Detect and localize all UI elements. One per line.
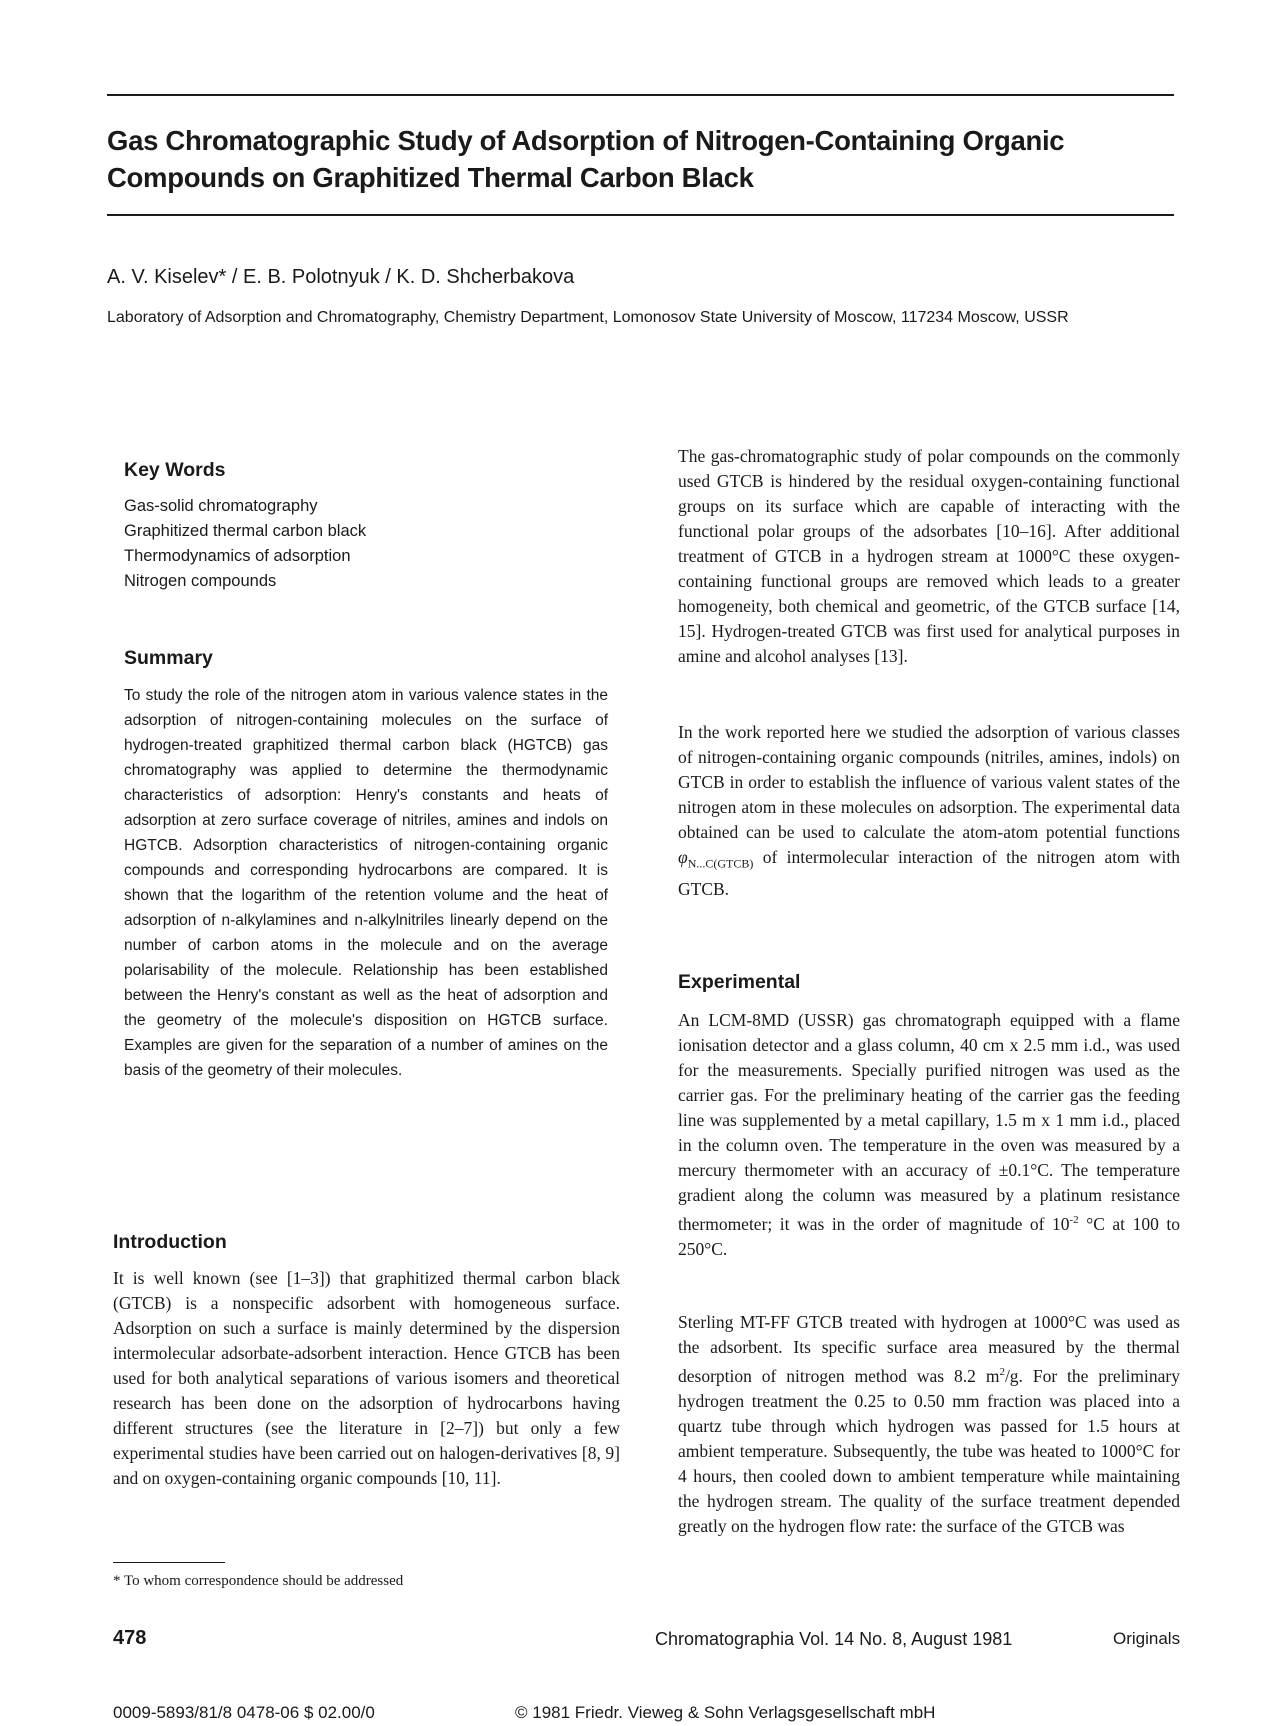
section-label: Originals (1113, 1629, 1181, 1648)
introduction-paragraph-2: The gas-chromatographic study of polar compounds on the commonly used GTCB is hindered by the residual oxygen-containing functional groups on its surface which are capable of interacting with the functional polar groups of the adsorbates [10–16]. After additional treatment of GTCB in a hydrogen stream at 1000°C these oxygen-containing functional groups are removed which leads to a greater homogeneity, both chemical and geometric, of the GTCB surface [14, 15]. Hydrogen-treated GTCB was first used for analytical purposes in amine and alcohol analyses [13]. (678, 446, 1180, 666)
experimental-paragraph-1: An LCM-8MD (USSR) gas chromatograph equipped with a flame ionisation detector and a glass column, 40 cm x 2.5 mm i.d., was used for the measurements. Specially purified nitrogen was used as the carrier gas. For the preliminary heating of the carrier gas the feeding line was supplemented by a metal capillary, 1.5 m x 1 mm i.d., placed in the column oven. The temperature in the oven was measured by a mercury thermometer with an accuracy of ±0.1°C. The temperature gradient along the column was measured by a platinum resistance thermometer; it was in the order of magnitude of $10^{-2}$ °C at 100 to 250°C. (678, 1010, 1180, 1259)
journal-citation: Chromatographia Vol. 14 No. 8, August 1981 (655, 1629, 1013, 1649)
introduction-heading: Introduction (113, 1231, 227, 1253)
copyright-notice: © 1981 Friedr. Vieweg & Sohn Verlagsgesellschaft mbH (515, 1703, 936, 1722)
introduction-paragraph-3: In the work reported here we studied the adsorption of various classes of nitrogen-containing organic compounds (nitriles, amines, indols) on GTCB in order to establish the influence of various valent states of the nitrogen atom in these molecules on adsorption. The experimental data obtained can be used to calculate the atom-atom potential functions $\varphi_{N...C(GTCB)}$ of intermolecular interaction of the nitrogen atom with GTCB. (678, 722, 1180, 899)
summary-heading: Summary (124, 647, 213, 669)
experimental-paragraph-2: Sterling MT-FF GTCB treated with hydrogen at 1000°C was used as the adsorbent. Its specific surface area measured by the thermal desorption of nitrogen method was 8.2 $m^2/g$. For the preliminary hydrogen treatment the 0.25 to 0.50 mm fraction was placed into a quartz tube through which hydrogen was passed for 1.5 hours at ambient temperature. Subsequently, the tube was heated to 1000°C for 4 hours, then cooled down to ambient temperature while maintaining the hydrogen stream. The quality of the surface treatment depended greatly on the hydrogen flow rate: the surface of the GTCB was (678, 1312, 1180, 1536)
title-bottom-rule (107, 214, 1174, 216)
page-number: 478 (113, 1627, 147, 1649)
key-words-list (124, 494, 366, 594)
key-word-item: Graphitized thermal carbon black (124, 522, 367, 540)
correspondence-footnote: * To whom correspondence should be addressed (113, 1573, 404, 1589)
experimental-heading: Experimental (678, 971, 801, 993)
top-rule (107, 94, 1174, 96)
article-title: Gas Chromatographic Study of Adsorption of Nitrogen-Containing Organic Compounds on Graphitized Thermal Carbon Black (107, 125, 1065, 193)
key-word-item: Nitrogen compounds (124, 572, 277, 590)
key-word-item: Thermodynamics of adsorption (124, 547, 351, 565)
article-affiliation: Laboratory of Adsorption and Chromatography, Chemistry Department, Lomonosov State University of Moscow, 117234 Moscow, USSR (107, 309, 1069, 326)
summary-text: To study the role of the nitrogen atom in various valence states in the adsorption of nitrogen-containing molecules on the surface of hydrogen-treated graphitized thermal carbon black (HGTCB) gas chromatography was applied to determine the thermodynamic characteristics of adsorption: Henry's constants and heats of adsorption at zero surface coverage of nitriles, amines and indols on HGTCB. Adsorption characteristics of nitrogen-containing organic compounds and corresponding hydrocarbons are compared. It is shown that the logarithm of the retention volume and the heat of adsorption of n-alkylamines and n-alkylnitriles linearly depend on the number of carbon atoms in the molecule and on the average polarisability of the molecule. Relationship has been established between the Henry's constant as well as the heat of adsorption and the geometry of the molecule's disposition on HGTCB surface. Examples are given for the separation of a number of amines on the basis of the geometry of their molecules. (124, 687, 608, 1079)
footnote-rule (113, 1562, 225, 1563)
article-authors: A. V. Kiselev* / E. B. Polotnyuk / K. D. Shcherbakova (107, 266, 575, 288)
introduction-paragraph-1: It is well known (see [1–3]) that graphitized thermal carbon black (GTCB) is a nonspecific adsorbent with homogeneous surface. Adsorption on such a surface is mainly determined by the dispersion intermolecular adsorbate-adsorbent interaction. Hence GTCB has been used for both analytical separations of various isomers and theoretical research has been done on the adsorption of hydrocarbons having different structures (see the literature in [2–7]) but only a few experimental studies have been carried out on halogen-derivatives [8, 9] and on oxygen-containing organic compounds [10, 11]. (113, 1268, 620, 1488)
key-words-heading: Key Words (124, 459, 226, 481)
key-word-item: Gas-solid chromatography (124, 497, 318, 515)
issn-code: 0009-5893/81/8 0478-06 $ 02.00/0 (113, 1703, 375, 1722)
